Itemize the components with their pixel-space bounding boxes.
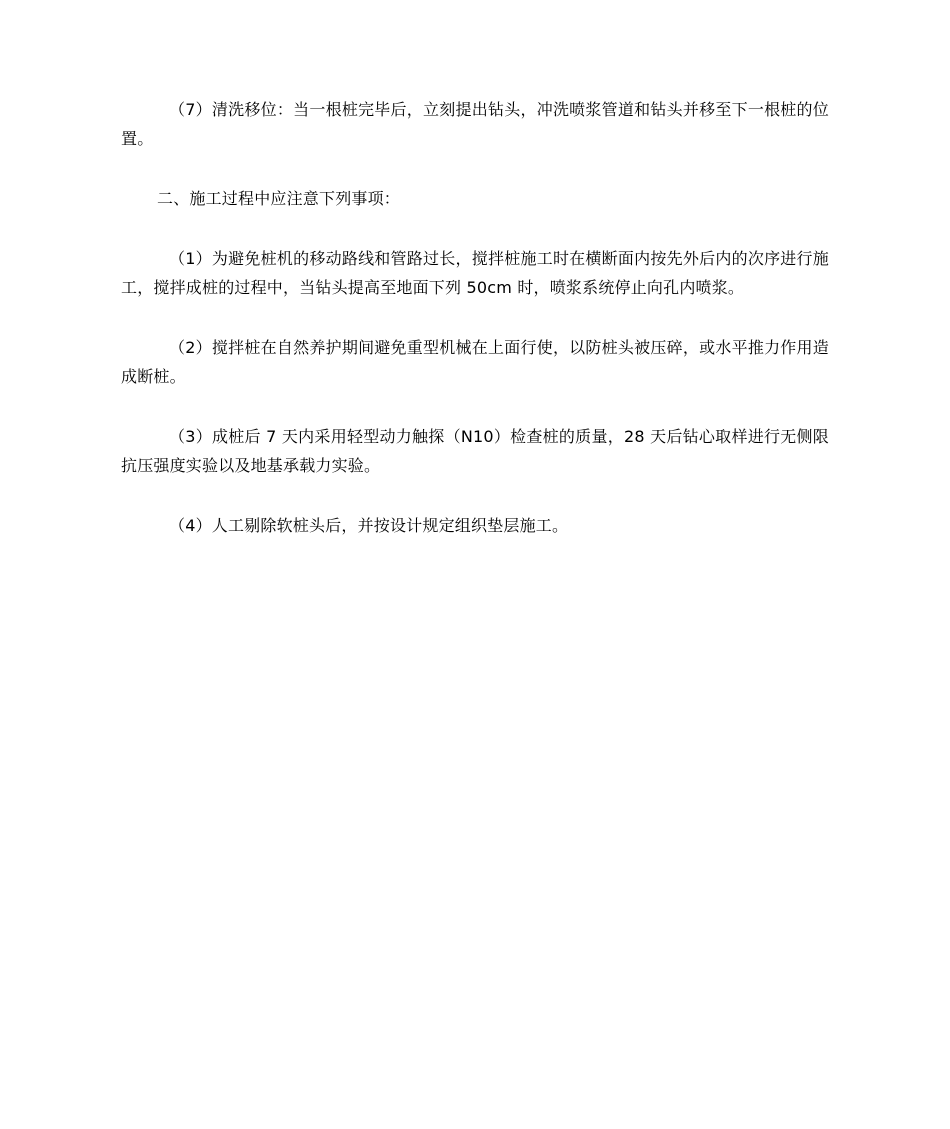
document-body [121,95,829,540]
paragraph-spacer [121,213,829,244]
paragraph-note-4: （4）人工剔除软桩头后，并按设计规定组织垫层施工。 [169,516,569,535]
paragraph-spacer [121,480,829,511]
section-heading: 二、施工过程中应注意下列事项： [157,189,401,208]
paragraph-spacer [121,391,829,422]
paragraph-note-1: （1）为避免桩机的移动路线和管路过长，搅拌桩施工时在横断面内按先外后内的次序进行施工，搅拌成桩的过程中，当钻头提高至地面下列 50cm 时，喷浆系统停止向孔内喷浆。 [121,249,829,297]
paragraph-spacer [121,153,829,184]
paragraph-note-2: （2）搅拌桩在自然养护期间避免重型机械在上面行使，以防桩头被压碎，或水平推力作用造成断桩。 [121,338,829,386]
paragraph-note-3: （3）成桩后 7 天内采用轻型动力触探（N10）检查桩的质量，28 天后钻心取样进行无侧限抗压强度实验以及地基承载力实验。 [121,427,829,475]
paragraph-step-7: （7）清洗移位：当一根桩完毕后，立刻提出钻头，冲洗喷浆管道和钻头并移至下一根桩的位置。 [121,100,829,148]
paragraph-spacer [121,302,829,333]
